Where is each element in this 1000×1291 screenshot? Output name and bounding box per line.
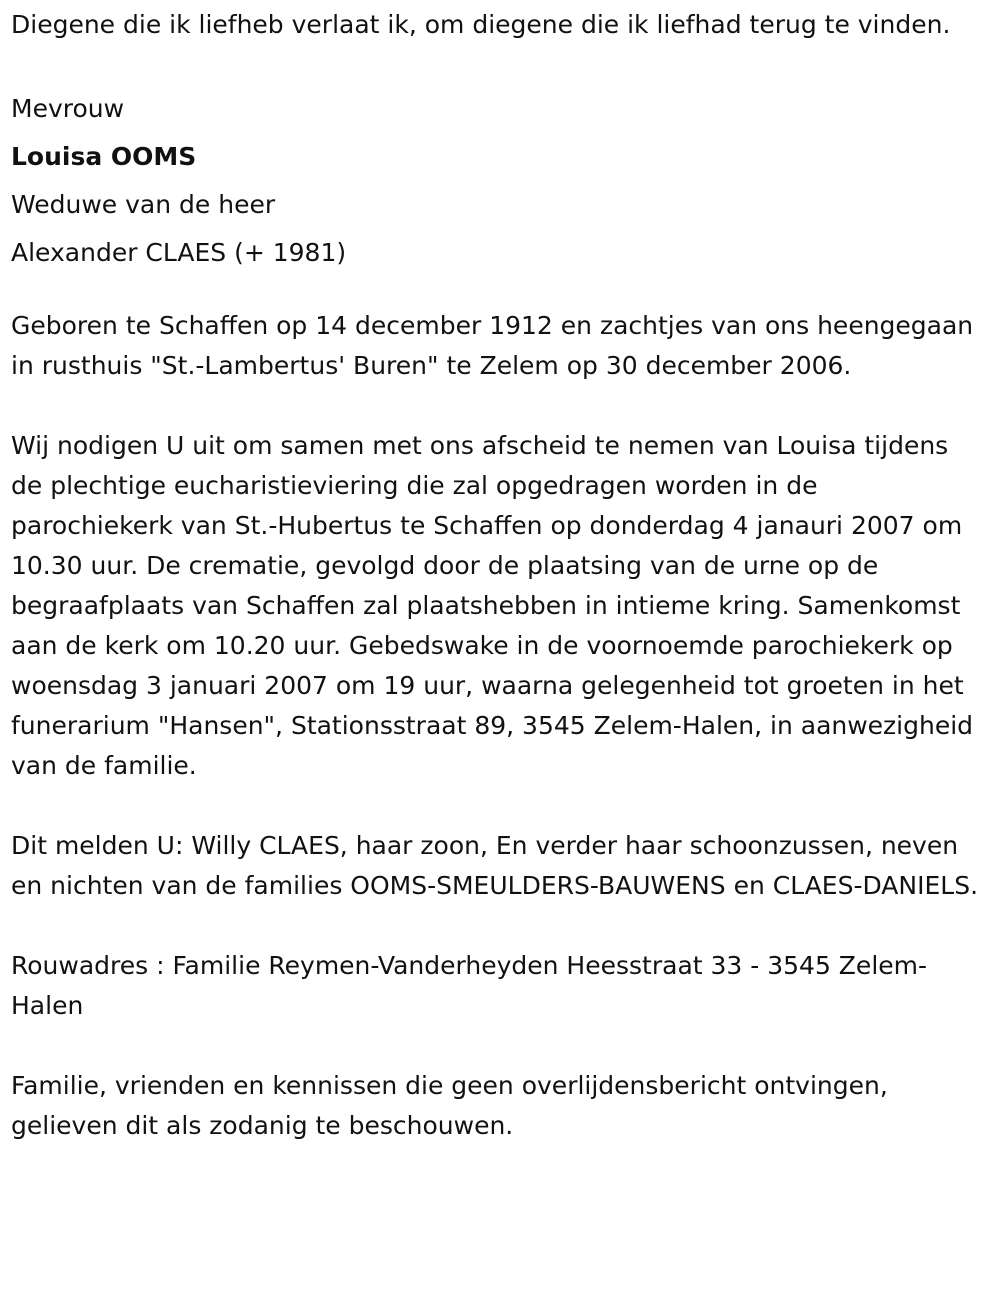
spouse-line-1: Weduwe van de heer — [11, 190, 276, 219]
spacer — [11, 906, 985, 946]
deceased-name: Louisa OOMS — [11, 142, 197, 171]
spacer — [11, 386, 985, 426]
salutation: Mevrouw — [11, 94, 125, 123]
closing-paragraph: Familie, vrienden en kennissen die geen overlijdensbericht ontvingen, gelieven dit als zodanig te beschouwen. — [11, 1071, 888, 1140]
death-notice — [0, 5, 985, 1146]
spacer — [11, 786, 985, 826]
birth-death-paragraph: Geboren te Schaffen op 14 december 1912 en zachtjes van ons heengegaan in rusthuis "St.-Lambertus' Buren" te Zelem op 30 december 2006. — [11, 311, 974, 380]
spacer — [11, 45, 985, 85]
mourning-address: Rouwadres : Familie Reymen-Vanderheyden Heesstraat 33 - 3545 Zelem-Halen — [11, 951, 928, 1020]
announcers-paragraph: Dit melden U: Willy CLAES, haar zoon, En verder haar schoonzussen, neven en nichten van de families OOMS-SMEULDERS-BAUWENS en CLAES-DANIELS. — [11, 831, 979, 900]
ceremony-paragraph: Wij nodigen U uit om samen met ons afscheid te nemen van Louisa tijdens de plechtige eucharistieviering die zal opgedragen worden in de parochiekerk van St.-Hubertus te Schaffen op donderdag 4 janauri 2007 om 10.30 uur. De crematie, gevolgd door de plaatsing van de urne op de begraafplaats van Schaffen zal plaatshebben in intieme kring. Samenkomst aan de kerk om 10.20 uur. Gebedswake in de voornoemde parochiekerk op woensdag 3 januari 2007 om 19 uur, waarna gelegenheid tot groeten in het funerarium "Hansen", Stationsstraat 89, 3545 Zelem-Halen, in aanwezigheid van de familie. — [11, 431, 974, 780]
spacer — [11, 277, 985, 306]
spacer — [11, 1026, 985, 1066]
opening-quote: Diegene die ik liefheb verlaat ik, om diegene die ik liefhad terug te vinden. — [11, 10, 951, 39]
spouse-line-2: Alexander CLAES (+ 1981) — [11, 238, 347, 267]
